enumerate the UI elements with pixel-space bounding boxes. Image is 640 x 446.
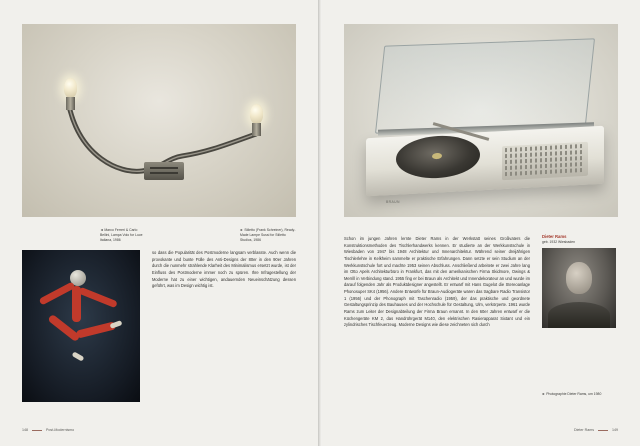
right-folio-number: 149 bbox=[612, 428, 618, 432]
designer-name: Dieter Rams bbox=[542, 234, 567, 239]
record-player-lid bbox=[375, 38, 595, 133]
designer-bio-box bbox=[542, 234, 616, 328]
lamp-caption-a: ◄ Marco Ferreri & Carlo Bellini, Lampa Volo for Luce Italiana, 1986 bbox=[100, 228, 143, 242]
right-page-body-text: Schon im jungen Jahren lernte Dieter Rams in der Werkstatt seines Großvaters die Konstruktionsmethoden des Tischlerhandwerks kennen. Er studierte an der Werkkunstschule in Wiesbaden von 1947 bis 1948 Architektur und Innenarchitektur. Während seiner dreijährigen Tischlerlehre in Kelkheim sammelte er praktische Erfahrungen. Dann setzte er sein Studium an der Werkkunstschule fort und machte 1953 seinen Abschluss. Anschließend arbeitete er zwei Jahre lang im Otto Apels Architekturbüro in Frankfurt, das mit den amerikanischen Firma Skidmore, Owings & Merrill in Verbindung stand. 1955 fing er bei Braun als Architekt und Innendekorateur an und wurde im darauf folgenden Jahr als Produktdesigner angestellt. Er entwarf mit Hans Gugelot die Stereoanlage Phonosuper SK4 (1956). Andere Entwürfe für Braun-Audiogeräte waren das tragbare Radio Transistor 1 (1956) und der Phonograph mit Taschenradio (1959), der das praktische und geordnete Gestaltungsprinzip des Bauhauses und der Hochschule für Gestaltung, Ulm, verkörperte. 1961 wurde Rams zum Leiter der Designabteilung der Firma Braun ernannt. In den 60er Jahren entwarf er die Küchengeräte KM 2, das Handrührgerät M140, den elektrischen Rasierapparat Sixtant und ein zylindrisches Tischfeuerzeug. Moderne Designs wie diese zeichneten sich durch bbox=[344, 236, 530, 328]
lamp-socket-left bbox=[66, 97, 75, 110]
lamp-socket-right bbox=[252, 123, 261, 136]
record-player-control-panel bbox=[502, 142, 588, 181]
left-folio-label: Post-Modernismo bbox=[46, 428, 75, 432]
lamp-caption-b: ► Stiletto (Frank Schreiner), Ready-Made Lampe Sussi for Stiletto Studios, 1986 bbox=[240, 228, 296, 242]
lamp-wall-mount bbox=[144, 162, 184, 180]
lamp-bulb-left bbox=[64, 78, 77, 98]
lamp-bulb-right bbox=[250, 104, 263, 124]
figure-arm-right bbox=[78, 287, 118, 308]
right-folio-label: Dieter Rams bbox=[574, 428, 594, 432]
figure-foot-left bbox=[72, 351, 85, 361]
designer-birth-info: geb. 1932 Wiesbaden bbox=[542, 240, 575, 244]
designer-portrait-photo bbox=[542, 248, 616, 328]
record-player-photo bbox=[344, 24, 618, 217]
lamp-photo bbox=[22, 24, 296, 217]
left-folio bbox=[22, 428, 74, 432]
figure-arm-left bbox=[39, 281, 76, 305]
right-folio bbox=[574, 428, 618, 432]
designer-portrait-caption: ► Photographie Dieter Rams, um 1980 bbox=[542, 392, 602, 396]
right-page bbox=[320, 0, 640, 446]
portrait-face bbox=[566, 262, 592, 294]
left-page-body-text: so dass die Popularität des Postmoderne langsam verblasste. Auch wenn die provokante und bunte Fülle des Anti-Designs der 80er in den 90er Jahren durch die nunmehr strahlende Klarheit des Minimalismus ersetzt wurde, ist der Einfluss des Postmoderne immer noch zu spüren. Ihre Infragestellung der Moderne hat zu einer wichtigen, andauernden Neueinschätzung dessen geführt, was im Design wichtig ist. bbox=[152, 250, 296, 289]
device-brand-label: BRAUN bbox=[386, 200, 400, 204]
left-folio-number: 148 bbox=[22, 428, 28, 432]
folio-rule-left bbox=[32, 430, 42, 431]
figure-photo bbox=[22, 250, 140, 402]
portrait-shoulders bbox=[548, 302, 610, 328]
folio-rule-right bbox=[598, 430, 608, 431]
book-gutter bbox=[318, 0, 322, 446]
